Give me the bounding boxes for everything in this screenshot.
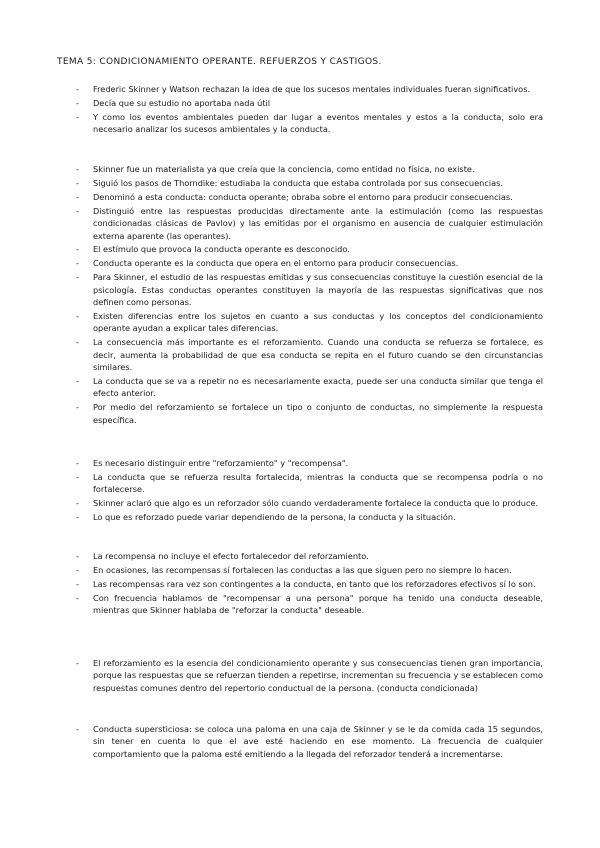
- list-item-text: Y como los eventos ambientales pueden dar lugar a eventos mentales y estos a la conducta, solo era necesario analizar los sucesos ambientales y la conducta.: [93, 111, 543, 135]
- bullet-group-esencia: [0, 657, 600, 696]
- list-item: [0, 471, 600, 496]
- list-item-text: Conducta supersticiosa: se coloca una paloma en una caja de Skinner y se le da comida cada 15 segundos, sin tener en cuenta lo que el ave esté haciendo en ese momento. La frecuencia de cualquier comportamiento que la paloma esté emitiendo a la llegada del reforzador tenderá a incrementarse.: [93, 724, 543, 759]
- list-item: [0, 310, 600, 335]
- bullet-group-supersticiosa: [0, 723, 600, 762]
- bullet-group-intro: [0, 83, 600, 137]
- bullet-dash: -: [76, 376, 79, 386]
- list-item: [0, 205, 600, 242]
- list-item-text: Skinner fue un materialista ya que creía que la conciencia, como entidad no física, no existe.: [93, 164, 475, 174]
- list-item-text: La recompensa no incluye el efecto fortalecedor del reforzamiento.: [93, 551, 369, 561]
- list-item-text: Frederic Skinner y Watson rechazan la idea de que los sucesos mentales individuales fueran significativos.: [93, 84, 531, 94]
- list-item-text: Lo que es reforzado puede variar dependiendo de la persona, la conducta y la situación.: [93, 512, 456, 523]
- list-item-text: Conducta operante es la conducta que opera en el entorno para producir consecuencias.: [93, 258, 459, 269]
- list-item: [0, 550, 600, 562]
- list-item-text: La consecuencia más importante es el reforzamiento. Cuando una conducta se refuerza se fortalece, es decir, aumenta la probabilidad de que esa conducta se repita en el futuro cuando se den circunstancias similares.: [93, 337, 543, 373]
- bullet-dash: -: [76, 97, 79, 108]
- bullet-dash: -: [76, 564, 79, 575]
- bullet-dash: -: [76, 84, 79, 94]
- list-item: [0, 578, 600, 590]
- list-item-text: Skinner aclaró que algo es un reforzador sólo cuando verdaderamente fortalece la conducta que lo produce.: [93, 498, 539, 509]
- bullet-dash: -: [76, 191, 79, 202]
- list-item-text: Las recompensas rara vez son contingentes a la conducta, en tanto que los reforzadores efectivos sí lo son.: [93, 578, 536, 589]
- list-item: [0, 564, 600, 576]
- list-item: [0, 497, 600, 509]
- list-item-text: Decía que su estudio no aportaba nada útil: [93, 97, 271, 108]
- list-item-text: En ocasiones, las recompensas sí fortalecen las conductas a las que siguen pero no siempre lo hacen.: [93, 564, 512, 575]
- list-item-text: Por medio del reforzamiento se fortalece un tipo o conjunto de conductas, no simplemente la respuesta específica.: [93, 402, 543, 425]
- list-item: [0, 592, 600, 617]
- list-item-text: Denominó a esta conducta: conducta operante; obraba sobre el entorno para producir consecuencias.: [93, 191, 513, 202]
- list-item: [0, 401, 600, 426]
- list-item-text: El reforzamiento es la esencia del condicionamiento operante y sus consecuencias tienen gran importancia, porque las respuestas que se refuerzan tienden a repetirse, incrementan su frecuencia y se establecen como respuestas comunes dentro del repertorio conductual de la persona. (conducta condicionada): [93, 658, 543, 693]
- bullet-group-recompensa: [0, 550, 600, 618]
- list-item-text: Existen diferencias entre los sujetos en cuanto a sus conductas y los conceptos del condicionamiento operante ayudan a explicar tales diferencias.: [93, 310, 543, 334]
- bullet-dash: -: [76, 111, 79, 122]
- list-item: [0, 336, 600, 373]
- list-item-text: La conducta que se va a repetir no es necesariamente exacta, puede ser una conducta similar que tenga el efecto anterior.: [93, 376, 543, 399]
- bullet-dash: -: [76, 578, 79, 589]
- list-item: [0, 191, 600, 203]
- bullet-group-reforzamiento-recompensa: [0, 457, 600, 525]
- bullet-dash: -: [76, 551, 79, 561]
- bullet-dash: -: [76, 402, 79, 413]
- list-item: [0, 97, 600, 109]
- list-item-text: Es necesario distinguir entre "reforzamiento" y "recompensa".: [93, 458, 349, 468]
- bullet-dash: -: [76, 310, 79, 321]
- bullet-dash: -: [76, 244, 79, 255]
- bullet-dash: -: [76, 258, 79, 269]
- list-item: [0, 243, 600, 255]
- list-item: [0, 511, 600, 523]
- bullet-group-skinner: [0, 163, 600, 428]
- list-item: [0, 271, 600, 308]
- document-title: TEMA 5: CONDICIONAMIENTO OPERANTE. REFUERZOS Y CASTIGOS.: [57, 57, 382, 67]
- list-item: [0, 723, 600, 760]
- bullet-dash: -: [76, 272, 79, 283]
- bullet-dash: -: [76, 337, 79, 348]
- bullet-dash: -: [76, 498, 79, 509]
- list-item-text: El estímulo que provoca la conducta operante es desconocido.: [93, 244, 350, 255]
- bullet-dash: -: [76, 592, 79, 603]
- list-item: [0, 83, 600, 95]
- bullet-dash: -: [76, 205, 79, 216]
- list-item: [0, 111, 600, 136]
- list-item: [0, 177, 600, 189]
- list-item-text: Siguió los pasos de Thorndike: estudiaba la conducta que estaba controlada por sus consecuencias.: [93, 177, 504, 188]
- list-item: [0, 657, 600, 694]
- bullet-dash: -: [76, 512, 79, 523]
- list-item: [0, 163, 600, 175]
- list-item: [0, 257, 600, 269]
- bullet-dash: -: [76, 177, 79, 188]
- list-item: [0, 457, 600, 469]
- bullet-dash: -: [76, 724, 79, 734]
- bullet-dash: -: [76, 164, 79, 174]
- list-item-text: Para Skinner, el estudio de las respuestas emitidas y sus consecuencias constituye la cuestión esencial de la psicología. Estas conductas operantes constituyen la mayoría de las respuestas significativas que nos definen como personas.: [93, 272, 543, 308]
- bullet-dash: -: [76, 471, 79, 482]
- list-item-text: La conducta que se refuerza resulta fortalecida, mientras la conducta que se recompensa podría o no fortalecerse.: [93, 471, 543, 495]
- list-item-text: Con frecuencia hablamos de "recompensar a una persona" porque ha tenido una conducta deseable, mientras que Skinner hablaba de "reforzar la conducta" deseable.: [93, 592, 543, 616]
- bullet-dash: -: [76, 658, 79, 668]
- list-item-text: Distinguió entre las respuestas producidas directamente ante la estimulación (como las respuestas condicionadas clásicas de Pavlov) y las emitidas por el organismo en ausencia de cualquier estimulación externa aparente (las operantes).: [93, 205, 543, 241]
- bullet-dash: -: [76, 458, 79, 468]
- list-item: [0, 375, 600, 400]
